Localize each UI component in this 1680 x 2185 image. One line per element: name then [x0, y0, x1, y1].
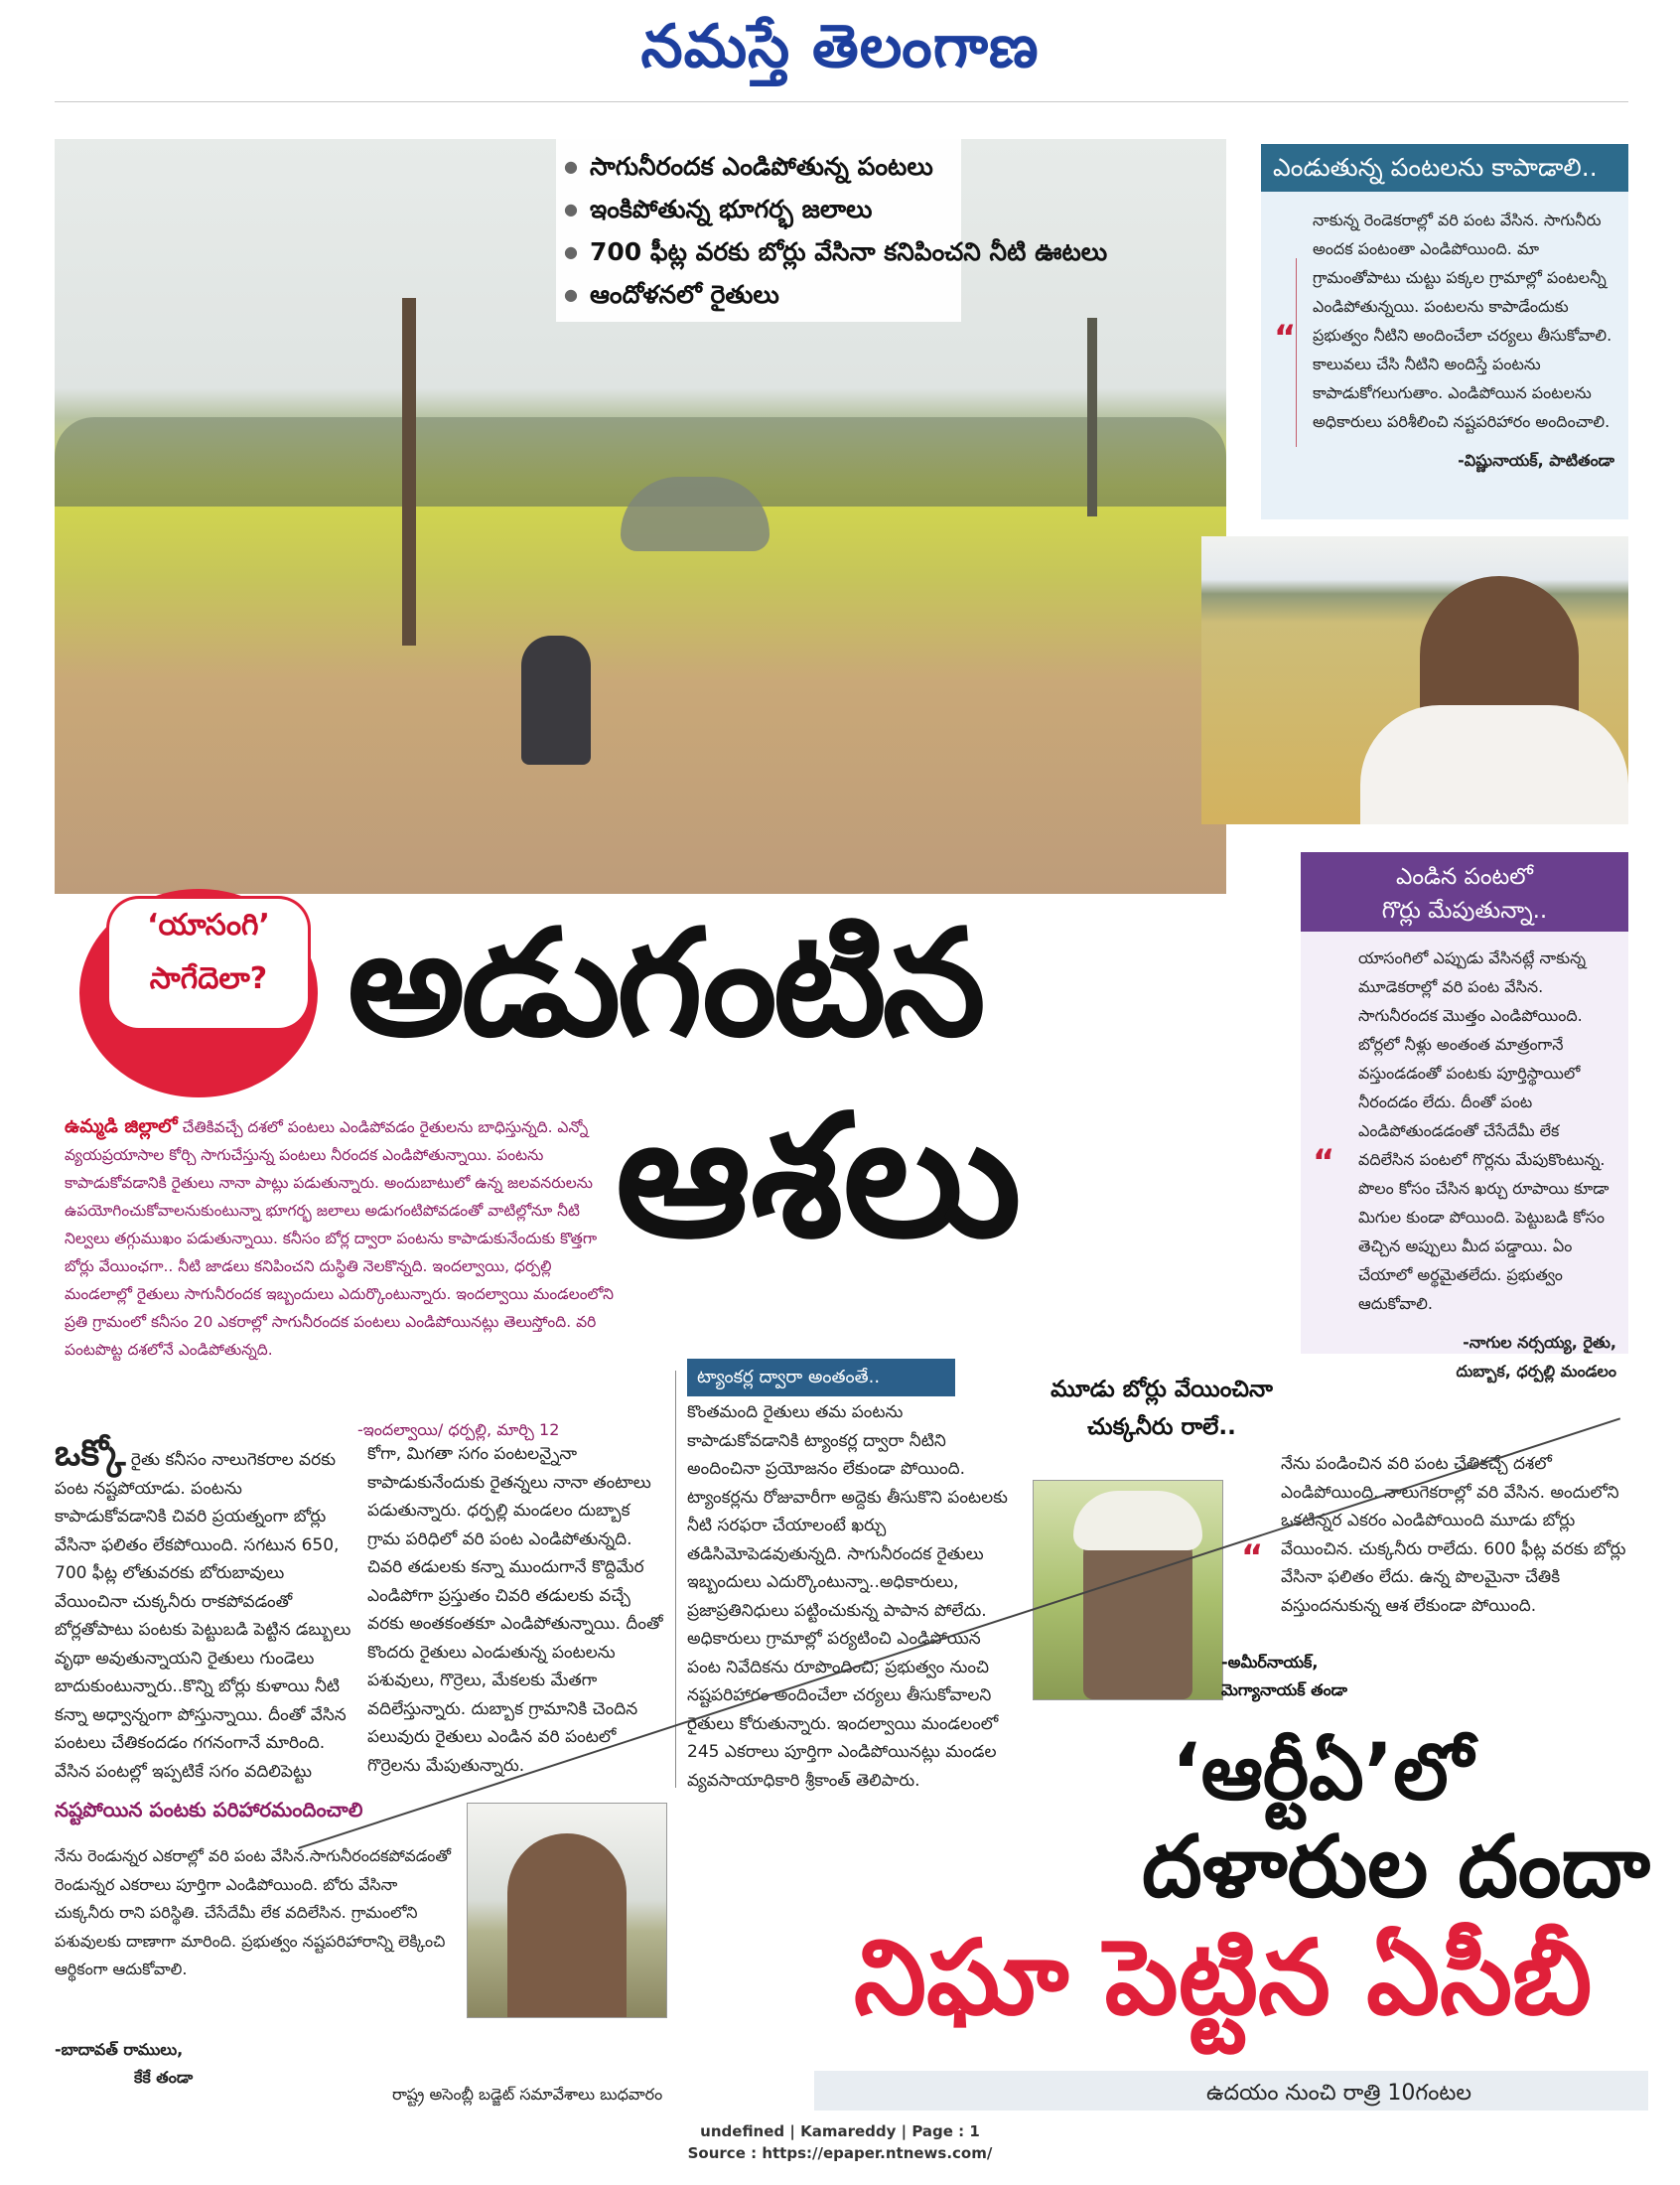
tanker-heading: ట్యాంకర్ల ద్వారా అంతంతే.. [687, 1359, 955, 1396]
quote4-byline [55, 2036, 352, 2092]
masthead-title: నమస్తే తెలంగాణ [640, 12, 1040, 81]
quote4-heading: నష్టపోయిన పంటకు పరిహారమందించాలి [55, 1798, 363, 1821]
column-2 [367, 1440, 665, 1780]
story2-line3: నిఘా పెట్టిన ఏసీబీ [854, 1917, 1593, 2038]
quote-mark-icon: “ [1313, 1142, 1335, 1182]
quote3-text: నేను పండించిన వరి పంట చేతికచ్చే దశలో ఎండిపోయింది. నాలుగెకరాల్లో వరి వేసిన. అందులోని ఒకటిన్నర ఎకరం ఎండిపోయింది మూడు బోర్లు వేయించిన. చుక్కనీరు రాలేదు. 600 ఫీట్ల వరకు బోర్లు వేసినా ఫలితం లేదు. ఉన్న పొలమైనా చేతికి వస్తుందనుకున్న ఆశ లేకుండా పోయింది. [1281, 1454, 1626, 1616]
photo-farmer-3 [467, 1803, 667, 2018]
column-1 [55, 1433, 357, 1786]
quote3-byline [1221, 1649, 1400, 1704]
bullet-item: ● ఆందోళనలో రైతులు [564, 273, 961, 316]
drop-word: ఒక్కో [55, 1433, 126, 1474]
story2-snippet: ఉదయం నుంచి రాత్రి 10గంటల [1206, 2081, 1471, 2106]
headline-line1: అడుగంటిన [348, 898, 982, 1069]
footer-source[interactable]: Source : https://epaper.ntnews.com/ [687, 2144, 993, 2162]
quote1-box [1261, 192, 1628, 519]
column-3 [687, 1398, 1015, 1795]
photo-turban [1073, 1491, 1202, 1550]
photo-farmer-sheep [1201, 536, 1628, 824]
tag-line1: ‘యాసంగి’ [147, 908, 270, 943]
story2-line2: దళారుల దందా [1142, 1818, 1650, 1917]
quote4-byline-line2: కేకే తండా [134, 2068, 194, 2087]
photo-man-shirt [1360, 705, 1628, 824]
tanker-text: కొంతమంది రైతులు తమ పంటను కాపాడుకోవడానికి ట్యాంకర్ల ద్వారా నీటిని అందించినా ప్రయోజనం లేకుండా పోయింది. ట్యాంకర్లను రోజువారీగా అద్దెకు తీసుకొని పంటలకు నీటి సరఫరా చేయాలంటే ఖర్చు తడిసిమోపెడవుతున్నది. సాగునీరందక రైతులు ఇబ్బందులు ఎదుర్కొంటున్నా..అధికారులు, ప్రజాప్రతినిధులు పట్టించుకున్న పాపాన పోలేదు. అధికారులు గ్రామాల్లో పర్యటించి ఎండిపోయిన పంట నివేదికను రూపొందించి; ప్రభుత్వం నుంచి నష్టపరిహారం అందించేలా చర్యలు తీసుకోవాలని రైతులు కోరుతున్నారు. ఇందల్వాయి మండలంలో 245 ఎకరాలు పూర్తిగా ఎండిపోయినట్లు మండల వ్యవసాయాధికారి శ్రీకాంత్‌ తెలిపారు. [687, 1402, 1008, 1791]
tag-label [109, 899, 308, 1028]
column-2-text: కోగా, మిగతా సగం పంటలన్నైనా కాపాడుకునేందుకు రైతన్నలు నానా తంటాలు పడుతున్నారు. ధర్పల్లి మండలం దుబ్బాక గ్రామ పరిధిలో వరి పంట ఎండిపోతున్నది. చివరి తడులకు కన్నా ముందుగానే కొద్దిమేర ఎండిపోగా ప్రస్తుతం చివరి తడులకు వచ్చే వరకు అంతకంతకూ ఎండిపోతున్నాయి. దీంతో కొందరు రైతులు ఎండుతున్న పంటలను పశువులు, గొర్రెలు, మేకలకు మేతగా వదిలేస్తున్నారు. దుబ్బాక గ్రామానికి చెందిన పలువురు రైతులు ఎండిన వరి పంటలో గొర్రెలను మేపుతున్నారు. [367, 1444, 663, 1776]
quote2-byline-line1: -నాగుల నర్సయ్య, రైతు, [1463, 1333, 1616, 1352]
tag-line2: సాగేదెలా? [149, 961, 268, 996]
intro-lead: ఉమ్మడి జిల్లాలో [65, 1115, 178, 1137]
bullet-item: ● సాగునీరందక ఎండిపోతున్న పంటలు [564, 145, 961, 188]
intro-paragraph [65, 1112, 621, 1364]
highlight-bullets [556, 139, 1108, 322]
quote2-heading-line2: గొర్లు మేపుతున్నా.. [1381, 898, 1548, 924]
quote1-byline: -విష్ణునాయక్‌, పాటితండా [1458, 451, 1614, 470]
quote3-heading-line1: మూడు బోర్లు వేయించినా [1050, 1377, 1273, 1402]
quote2-box [1301, 932, 1628, 1381]
quote-mark-icon: “ [1274, 318, 1297, 358]
photo-farmer [521, 636, 591, 765]
photo-palm [1087, 318, 1097, 516]
story2-line1: ‘ఆర్టీఏ’లో [1172, 1728, 1473, 1818]
quote2-heading-line1: ఎండిన పంటలో [1396, 864, 1533, 890]
footer-line1: undefined | Kamareddy | Page : 1 [700, 2122, 980, 2140]
column-1-text: రైతు కనీసం నాలుగెకరాల వరకు పంట నష్టపోయాడు. పంటను కాపాడుకోవడానికి చివరి ప్రయత్నంగా బోర్లు వేసినా ఫలితం లేకపోయింది. సగటున 650, 700 ఫీట్ల లోతువరకు బోరుబావులు వేయించినా చుక్కనీరు రాకపోవడంతో బోర్లతోపాటు పంటకు పెట్టుబడి పెట్టిన డబ్బులు వృథా అవుతున్నాయని రైతులు గుండెలు బాదుకుంటున్నారు..కొన్ని బోర్లు కుళాయి నీటి కన్నా అధ్వాన్నంగా పోస్తున్నాయి. దీంతో వేసిన పంటలు చేతికందడం గగనంగానే మారింది. వేసిన పంటల్లో ఇప్పటికే సగం వదిలిపెట్టు [55, 1450, 351, 1782]
quote3-byline-line2: మెగ్యానాయక్‌ తండా [1221, 1680, 1347, 1699]
bullet-item: ● ఇంకిపోతున్న భూగర్భ జలాలు [564, 188, 961, 230]
headline-line2: ఆశలు [616, 1079, 1022, 1275]
dateline: -ఇందల్వాయి/ ధర్పల్లి, మార్చి 12 [357, 1420, 560, 1439]
photo-tree [402, 298, 416, 646]
quote3-byline-line1: -అమీర్‌నాయక్‌, [1221, 1653, 1319, 1672]
quote4-byline-line1: -బాదావత్‌ రాములు, [55, 2040, 184, 2059]
quote2-text: యాసంగిలో ఎప్పుడు వేసినట్లే నాకున్న మూడెకరాల్లో వరి పంట వేసిన. సాగునీరందక మొత్తం ఎండిపోయింది. బోర్లలో నీళ్లు అంతంత మాత్రంగానే వస్తుండడంతో పంటకు పూర్తిస్థాయిలో నీరందడం లేదు. దీంతో పంట ఎండిపోతుండడంతో చేసేదేమీ లేక వదిలేసిన పంటలో గొర్లను మేపుకొంటున్న. పొలం కోసం చేసిన ఖర్చు రూపాయి కూడా మిగుల కుండా పోయింది. పెట్టుబడి కోసం తెచ్చిన అప్పులు మీద పడ్డాయి. ఏం చేయాలో అర్థమైతలేదు. ప్రభుత్వం ఆదుకోవాలి. [1358, 948, 1610, 1313]
intro-text: చేతికివచ్చే దశలో పంటలు ఎండిపోవడం రైతులను బాధిస్తున్నది. ఎన్నో వ్యయప్రయాసాల కోర్చి సాగుచేస్తున్న పంటలు నీరందక ఎండిపోతున్నాయి. పంటను కాపాడుకోవడానికి రైతులు నానా పాట్లు పడుతున్నారు. అందుబాటులో ఉన్న జలవనరులను ఉపయోగించుకోవాలనుకుంటున్నా భూగర్భ జలాలు అడుగంటిపోవడంతో వాటిల్లోనూ నీటి నిల్వలు తగ్గుముఖం పడుతున్నాయి. కనీసం బోర్ల ద్వారా పంటను కాపాడుకునేందుకు కొత్తగా బోర్లు వేయింఛగా.. నీటి జాడలు కనిపించని దుస్థితి నెలకొన్నది. ఇందల్వాయి, ధర్పల్లి మండలాల్లో రైతులు సాగునీరందక ఇబ్బందులు ఎదుర్కొంటున్నారు. ఇందల్వాయి మండలంలోని ప్రతి గ్రామంలో కనీసం 20 ఎకరాల్లో సాగునీరందక పంటలు ఎండిపోయినట్లు తెలుస్తోంది. వరి పంటపొట్ట దశలోనే ఎండిపోతున్నది. [65, 1118, 614, 1359]
quote4-text: నేను రెండున్నర ఎకరాల్లో వరి పంట వేసిన.సాగునీరందకపోవడంతో రెండున్నర ఎకరాలు పూర్తిగా ఎండిపోయింది. బోరు వేసినా చుక్కనీరు రాని పరిస్థితి. చేసేదేమీ లేక వదిలేసిన. గ్రామంలోని పశువులకు దాణాగా మారింది. ప్రభుత్వం నష్టపరిహారాన్ని లెక్కించి ఆర్థికంగా ఆదుకోవాలి. [55, 1846, 452, 1978]
masthead-rule [55, 101, 1628, 102]
masthead [0, 0, 1680, 99]
photo-man [507, 1833, 627, 2018]
quote2-heading [1301, 852, 1628, 932]
quote3-heading-line2: చుక్కనీరు రాలే.. [1087, 1414, 1236, 1440]
page-footer [0, 2120, 1680, 2164]
quote1-heading: ఎండుతున్న పంటలను కాపాడాలి.. [1261, 144, 1628, 192]
quote-mark-icon: “ [1241, 1537, 1264, 1577]
quote1-text: నాకున్న రెండెకరాల్లో వరి పంట వేసిన. సాగునీరు అందక పంటంతా ఎండిపోయింది. మా గ్రామంతోపాటు చుట్టు పక్కల గ్రామాల్లో పంటలన్నీ ఎండిపోతున్నయి. పంటలను కాపాడేందుకు ప్రభుత్వం నీటిని అందించేలా చర్యలు తీసుకోవాలి. కాలువలు చేసి నీటిని అందిస్తే పంటను కాపాడుకోగలుగుతాం. ఎండిపోయిన పంటలను అధికారులు పరిశీలించి నష్టపరిహారం అందించాలి. [1313, 211, 1612, 431]
assembly-snippet: రాష్ట్ర అసెంబ్లీ బడ్జెట్‌ సమావేశాలు బుధవారం [392, 2085, 663, 2104]
quote3-heading [1013, 1371, 1311, 1446]
quote2-byline-line2: దుబ్బాక, ధర్పల్లి మండలం [1456, 1362, 1616, 1381]
bullet-item: ● 700 ఫీట్ల వరకు బోర్లు వేసినా కనిపించని నీటి ఊటలు [564, 230, 961, 273]
photo-farmer-turban [1033, 1480, 1223, 1700]
